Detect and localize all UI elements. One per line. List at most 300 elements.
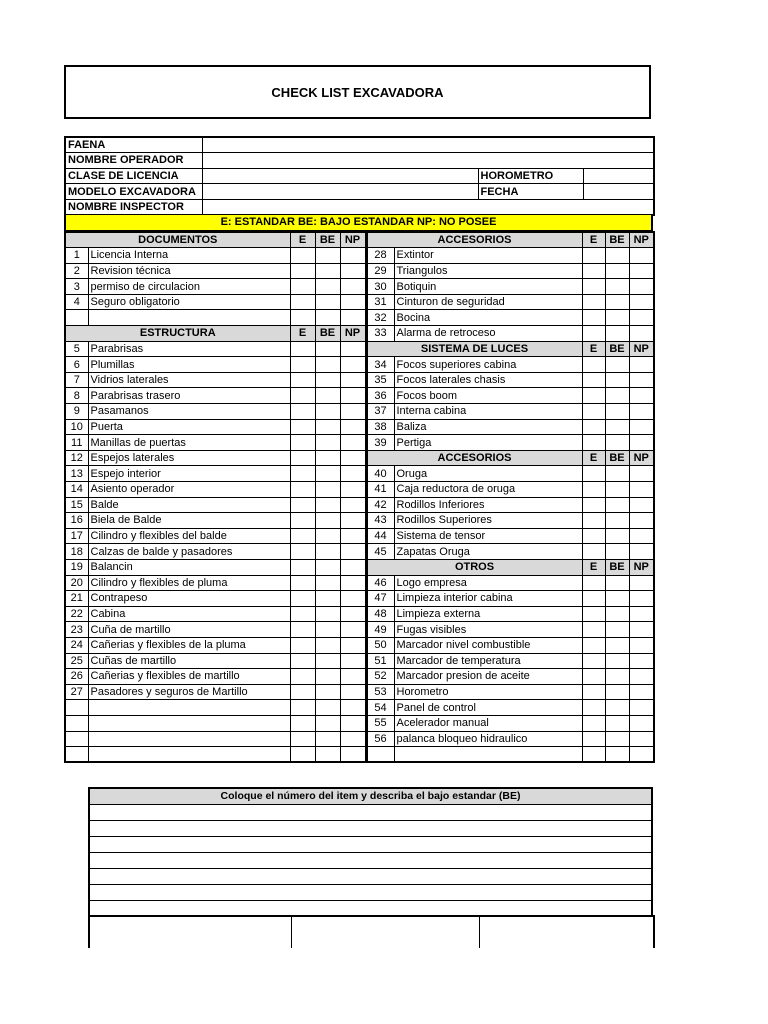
check-be-5[interactable] [315,341,340,357]
check-be-54[interactable] [605,700,629,716]
item-label-6: Plumillas [88,357,290,373]
item-number: 43 [366,513,394,529]
check-np-54[interactable] [629,700,654,716]
empty-cell [65,700,88,716]
nombre-operador-label: NOMBRE OPERADOR [65,153,202,169]
check-np-33[interactable] [629,326,654,342]
item-number: 37 [366,404,394,420]
check-be-3[interactable] [315,279,340,295]
item-number: 5 [65,341,88,357]
col-e-header: E [582,232,605,248]
check-be-48[interactable] [605,606,629,622]
item-number: 26 [65,669,88,685]
item-number: 1 [65,248,88,264]
item-label-35: Focos laterales chasis [394,372,582,388]
check-e-14[interactable] [290,482,315,498]
check-be-24[interactable] [315,637,340,653]
item-number: 40 [366,466,394,482]
check-be-44[interactable] [605,528,629,544]
check-e-39[interactable] [582,435,605,451]
item-label-29: Triangulos [394,263,582,279]
empty-cell [315,747,340,763]
check-e-11[interactable] [290,435,315,451]
check-be-26[interactable] [315,669,340,685]
item-number: 6 [65,357,88,373]
check-np-56[interactable] [629,731,654,747]
item-number: 31 [366,294,394,310]
check-np-18[interactable] [340,544,366,560]
check-np-17[interactable] [340,528,366,544]
item-label-56: palanca bloqueo hidraulico [394,731,582,747]
check-be-38[interactable] [605,419,629,435]
check-np-41[interactable] [629,482,654,498]
item-number: 3 [65,279,88,295]
check-e-1[interactable] [290,248,315,264]
check-np-44[interactable] [629,528,654,544]
check-np-3[interactable] [340,279,366,295]
check-be-9[interactable] [315,404,340,420]
check-e-16[interactable] [290,513,315,529]
item-number: 25 [65,653,88,669]
check-e-45[interactable] [582,544,605,560]
item-number: 35 [366,372,394,388]
check-be-56[interactable] [605,731,629,747]
fecha-field[interactable] [583,184,654,200]
check-e-10[interactable] [290,419,315,435]
table-row [65,357,654,373]
item-label-4: Seguro obligatorio [88,294,290,310]
check-e-27[interactable] [290,684,315,700]
check-np-36[interactable] [629,388,654,404]
check-be-15[interactable] [315,497,340,513]
check-e-51[interactable] [582,653,605,669]
check-e-7[interactable] [290,372,315,388]
check-be-42[interactable] [605,497,629,513]
check-be-30[interactable] [605,279,629,295]
check-e-17[interactable] [290,528,315,544]
check-be-25[interactable] [315,653,340,669]
check-np-43[interactable] [629,513,654,529]
check-e-30[interactable] [582,279,605,295]
check-be-43[interactable] [605,513,629,529]
be-line-field[interactable] [89,836,652,852]
signature-box-2[interactable] [291,916,479,948]
check-np-12[interactable] [340,450,366,466]
check-e-33[interactable] [582,326,605,342]
col-be-header: BE [315,326,340,342]
be-line-field[interactable] [89,884,652,900]
check-be-32[interactable] [605,310,629,326]
table-row [65,700,654,716]
item-label-50: Marcador nivel combustible [394,637,582,653]
nombre-inspector-field[interactable] [202,199,654,215]
section-header-estructura: ESTRUCTURA [65,326,290,342]
check-np-49[interactable] [629,622,654,638]
check-e-23[interactable] [290,622,315,638]
check-np-50[interactable] [629,637,654,653]
check-e-49[interactable] [582,622,605,638]
table-row [65,279,654,295]
signature-table [88,915,655,948]
check-be-12[interactable] [315,450,340,466]
be-line-row [89,852,652,868]
check-e-3[interactable] [290,279,315,295]
check-np-22[interactable] [340,606,366,622]
check-e-50[interactable] [582,637,605,653]
check-e-19[interactable] [290,559,315,575]
item-label-55: Acelerador manual [394,715,582,731]
table-row [65,637,654,653]
table-row [65,606,654,622]
check-be-51[interactable] [605,653,629,669]
table-row [65,653,654,669]
col-np-header: NP [629,341,654,357]
item-number: 2 [65,263,88,279]
item-number: 21 [65,591,88,607]
check-be-33[interactable] [605,326,629,342]
check-be-23[interactable] [315,622,340,638]
check-be-1[interactable] [315,248,340,264]
table-row [65,326,654,342]
check-np-29[interactable] [629,263,654,279]
nombre-inspector-label: NOMBRE INSPECTOR [65,199,202,215]
check-be-34[interactable] [605,357,629,373]
check-be-21[interactable] [315,591,340,607]
check-np-30[interactable] [629,279,654,295]
check-e-48[interactable] [582,606,605,622]
check-be-31[interactable] [605,294,629,310]
check-be-45[interactable] [605,544,629,560]
check-e-52[interactable] [582,669,605,685]
check-be-10[interactable] [315,419,340,435]
check-np-9[interactable] [340,404,366,420]
empty-cell [88,731,290,747]
check-e-43[interactable] [582,513,605,529]
item-label-10: Puerta [88,419,290,435]
modelo-excavadora-label: MODELO EXCAVADORA [65,184,202,200]
check-be-13[interactable] [315,466,340,482]
check-e-31[interactable] [582,294,605,310]
col-e-header: E [582,341,605,357]
check-np-1[interactable] [340,248,366,264]
check-e-47[interactable] [582,591,605,607]
check-np-26[interactable] [340,669,366,685]
check-e-36[interactable] [582,388,605,404]
be-line-field[interactable] [89,852,652,868]
item-label-9: Pasamanos [88,404,290,420]
check-be-20[interactable] [315,575,340,591]
item-label-14: Asiento operador [88,482,290,498]
check-np-8[interactable] [340,388,366,404]
item-label-21: Contrapeso [88,591,290,607]
check-be-49[interactable] [605,622,629,638]
check-be-46[interactable] [605,575,629,591]
check-np-11[interactable] [340,435,366,451]
check-be-2[interactable] [315,263,340,279]
check-np-27[interactable] [340,684,366,700]
check-np-25[interactable] [340,653,366,669]
faena-field[interactable] [202,137,654,153]
signature-box-3[interactable] [479,916,654,948]
check-e-38[interactable] [582,419,605,435]
item-number: 55 [366,715,394,731]
check-e-32[interactable] [582,310,605,326]
check-be-6[interactable] [315,357,340,373]
check-be-4[interactable] [315,294,340,310]
item-number: 13 [65,466,88,482]
item-label-7: Vidrios laterales [88,372,290,388]
check-be-28[interactable] [605,248,629,264]
check-e-22[interactable] [290,606,315,622]
check-e-29[interactable] [582,263,605,279]
table-row [65,669,654,685]
check-be-17[interactable] [315,528,340,544]
check-np-39[interactable] [629,435,654,451]
item-label-54: Panel de control [394,700,582,716]
check-np-40[interactable] [629,466,654,482]
item-label-31: Cinturon de seguridad [394,294,582,310]
check-np-28[interactable] [629,248,654,264]
item-number: 16 [65,513,88,529]
nombre-operador-field[interactable] [202,153,654,169]
table-row [65,248,654,264]
item-number: 52 [366,669,394,685]
item-number: 47 [366,591,394,607]
check-np-38[interactable] [629,419,654,435]
item-number: 33 [366,326,394,342]
item-label-33: Alarma de retroceso [394,326,582,342]
item-label-53: Horometro [394,684,582,700]
empty-cell [315,715,340,731]
check-np-48[interactable] [629,606,654,622]
item-label-34: Focos superiores cabina [394,357,582,373]
item-number: 29 [366,263,394,279]
check-e-55[interactable] [582,715,605,731]
section-header-sistema_luces: SISTEMA DE LUCES [366,341,582,357]
check-np-31[interactable] [629,294,654,310]
check-np-51[interactable] [629,653,654,669]
item-number: 42 [366,497,394,513]
check-be-35[interactable] [605,372,629,388]
item-number: 18 [65,544,88,560]
check-e-20[interactable] [290,575,315,591]
clase-licencia-label: CLASE DE LICENCIA [65,168,202,184]
check-e-4[interactable] [290,294,315,310]
be-line-row [89,868,652,884]
check-be-29[interactable] [605,263,629,279]
empty-cell [65,747,88,763]
empty-cell [340,715,366,731]
check-e-9[interactable] [290,404,315,420]
check-e-53[interactable] [582,684,605,700]
section-header-accesorios: ACCESORIOS [366,232,582,248]
check-e-26[interactable] [290,669,315,685]
check-np-23[interactable] [340,622,366,638]
be-line-field[interactable] [89,868,652,884]
check-np-47[interactable] [629,591,654,607]
check-e-41[interactable] [582,482,605,498]
empty-cell [88,310,290,326]
check-np-6[interactable] [340,357,366,373]
empty-cell [340,700,366,716]
check-e-34[interactable] [582,357,605,373]
item-label-19: Balancin [88,559,290,575]
be-instruction-header: Coloque el número del item y describa el bajo estandar (BE) [89,788,652,804]
check-np-4[interactable] [340,294,366,310]
check-np-2[interactable] [340,263,366,279]
empty-cell [394,747,582,763]
be-line-field[interactable] [89,804,652,820]
check-np-53[interactable] [629,684,654,700]
check-e-44[interactable] [582,528,605,544]
table-row [65,513,654,529]
check-e-46[interactable] [582,575,605,591]
be-line-field[interactable] [89,820,652,836]
check-be-11[interactable] [315,435,340,451]
be-line-row [89,804,652,820]
item-label-42: Rodillos Inferiores [394,497,582,513]
check-np-24[interactable] [340,637,366,653]
table-row [65,294,654,310]
check-np-37[interactable] [629,404,654,420]
empty-cell [65,731,88,747]
check-be-16[interactable] [315,513,340,529]
item-label-5: Parabrisas [88,341,290,357]
check-np-46[interactable] [629,575,654,591]
check-e-8[interactable] [290,388,315,404]
check-np-35[interactable] [629,372,654,388]
item-number: 15 [65,497,88,513]
legend-bar: E: ESTANDAR BE: BAJO ESTANDAR NP: NO POSEE [65,215,652,231]
item-number: 30 [366,279,394,295]
item-label-3: permiso de circulacion [88,279,290,295]
check-e-13[interactable] [290,466,315,482]
check-be-53[interactable] [605,684,629,700]
modelo-excavadora-field[interactable] [202,184,478,200]
check-np-21[interactable] [340,591,366,607]
item-label-32: Bocina [394,310,582,326]
check-be-18[interactable] [315,544,340,560]
item-number: 7 [65,372,88,388]
check-e-12[interactable] [290,450,315,466]
col-np-header: NP [340,326,366,342]
item-number: 27 [65,684,88,700]
horometro-field[interactable] [583,168,654,184]
table-row [65,622,654,638]
check-e-28[interactable] [582,248,605,264]
checklist-table [64,231,655,763]
item-label-48: Limpieza externa [394,606,582,622]
check-be-55[interactable] [605,715,629,731]
check-e-18[interactable] [290,544,315,560]
item-number: 50 [366,637,394,653]
check-np-42[interactable] [629,497,654,513]
check-e-15[interactable] [290,497,315,513]
check-be-14[interactable] [315,482,340,498]
check-e-37[interactable] [582,404,605,420]
check-np-16[interactable] [340,513,366,529]
check-be-27[interactable] [315,684,340,700]
page-title: CHECK LIST EXCAVADORA [64,65,651,119]
check-e-24[interactable] [290,637,315,653]
item-number: 45 [366,544,394,560]
item-number: 48 [366,606,394,622]
col-be-header: BE [605,232,629,248]
check-be-52[interactable] [605,669,629,685]
check-np-7[interactable] [340,372,366,388]
check-be-41[interactable] [605,482,629,498]
check-be-8[interactable] [315,388,340,404]
check-np-13[interactable] [340,466,366,482]
check-np-32[interactable] [629,310,654,326]
empty-cell [629,747,654,763]
check-e-40[interactable] [582,466,605,482]
check-np-14[interactable] [340,482,366,498]
item-number: 4 [65,294,88,310]
check-e-42[interactable] [582,497,605,513]
empty-cell [340,747,366,763]
item-label-46: Logo empresa [394,575,582,591]
check-be-7[interactable] [315,372,340,388]
check-e-21[interactable] [290,591,315,607]
check-be-39[interactable] [605,435,629,451]
check-np-20[interactable] [340,575,366,591]
check-np-52[interactable] [629,669,654,685]
clase-licencia-field[interactable] [202,168,478,184]
item-number: 8 [65,388,88,404]
check-be-37[interactable] [605,404,629,420]
check-e-6[interactable] [290,357,315,373]
check-np-34[interactable] [629,357,654,373]
check-e-56[interactable] [582,731,605,747]
check-e-25[interactable] [290,653,315,669]
item-label-11: Manillas de puertas [88,435,290,451]
check-be-22[interactable] [315,606,340,622]
check-be-50[interactable] [605,637,629,653]
item-number: 46 [366,575,394,591]
check-e-5[interactable] [290,341,315,357]
check-e-35[interactable] [582,372,605,388]
check-e-2[interactable] [290,263,315,279]
table-row [65,419,654,435]
signature-box-1[interactable] [89,916,291,948]
check-e-54[interactable] [582,700,605,716]
table-row [65,528,654,544]
check-be-40[interactable] [605,466,629,482]
check-np-45[interactable] [629,544,654,560]
check-np-10[interactable] [340,419,366,435]
check-np-55[interactable] [629,715,654,731]
col-np-header: NP [629,450,654,466]
col-np-header: NP [629,559,654,575]
empty-cell [290,715,315,731]
check-be-36[interactable] [605,388,629,404]
check-be-47[interactable] [605,591,629,607]
col-be-header: BE [605,341,629,357]
check-np-19[interactable] [340,559,366,575]
be-line-field[interactable] [89,900,652,916]
be-line-row [89,820,652,836]
check-be-19[interactable] [315,559,340,575]
item-label-18: Calzas de balde y pasadores [88,544,290,560]
table-row [65,575,654,591]
empty-cell [366,747,394,763]
check-np-5[interactable] [340,341,366,357]
col-np-header: NP [629,232,654,248]
check-np-15[interactable] [340,497,366,513]
item-number: 39 [366,435,394,451]
header-fields-table [64,136,655,216]
